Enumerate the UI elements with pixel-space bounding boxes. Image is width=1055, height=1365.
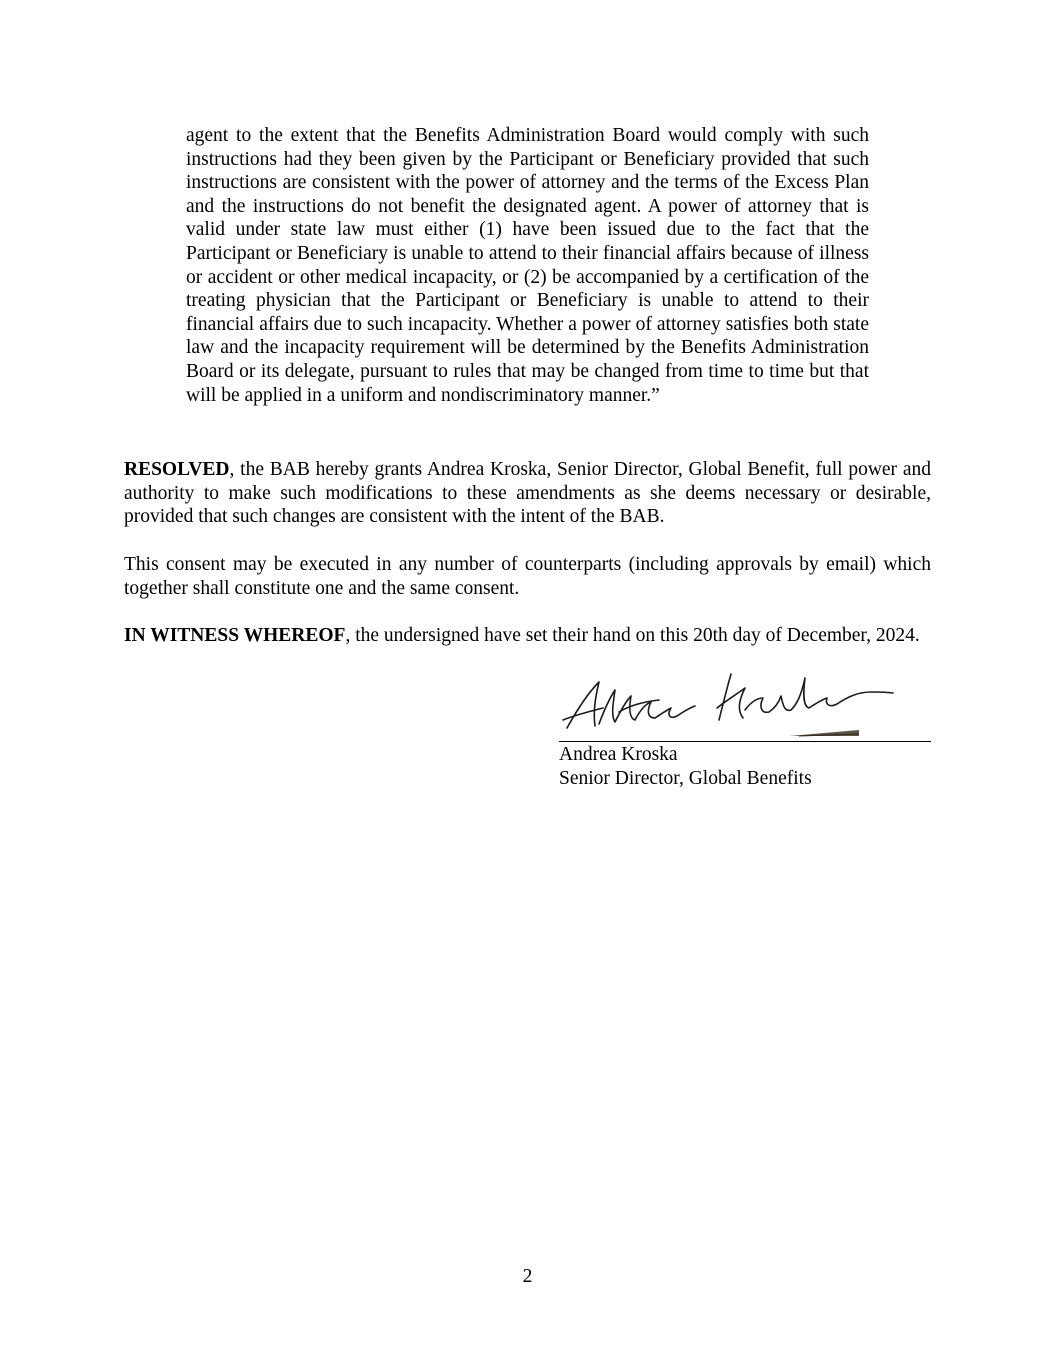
witness-lead: IN WITNESS WHEREOF — [124, 625, 346, 646]
resolved-lead: RESOLVED — [124, 459, 230, 480]
signature-scribble-icon — [559, 660, 931, 742]
signature-line — [559, 741, 931, 742]
consent-paragraph: This consent may be executed in any number of counterparts (including approvals by email) which together shall constitute one and the same consent. — [124, 554, 931, 599]
quoted-amendment-text: agent to the extent that the Benefits Administration Board would comply with such instructions had they been given by the Participant or Beneficiary provided that such instructions are consistent with the power of attorney and the terms of the Excess Plan and the instructions do not benefit the designated agent. A power of attorney that is valid under state law must either (1) have been issued due to the fact that the Participant or Beneficiary is unable to attend to their financial affairs because of illness or accident or other medical incapacity, or (2) be accompanied by a certification of the treating physician that the Participant or Beneficiary is unable to attend to their financial affairs due to such incapacity. Whether a power of attorney satisfies both state law and the incapacity requirement will be determined by the Benefits Administration Board or its delegate, pursuant to rules that may be changed from time to time but that will be applied in a uniform and nondiscriminatory manner.” — [186, 125, 869, 406]
resolved-text: , the BAB hereby grants Andrea Kroska, Senior Director, Global Benefit, full power and authority to make such modifications to these amendments as she deems necessary or desirable, provided that such changes are consistent with the intent of the BAB. — [124, 459, 931, 528]
witness-paragraph — [124, 624, 931, 648]
signer-title: Senior Director, Global Benefits — [559, 767, 812, 789]
handwritten-signature — [559, 660, 931, 742]
signer-name: Andrea Kroska — [559, 744, 678, 765]
resolved-paragraph — [124, 458, 931, 529]
witness-text: , the undersigned have set their hand on this 20th day of December, 2024. — [345, 625, 920, 646]
page-number: 2 — [522, 1266, 533, 1287]
signer-block — [559, 743, 931, 790]
